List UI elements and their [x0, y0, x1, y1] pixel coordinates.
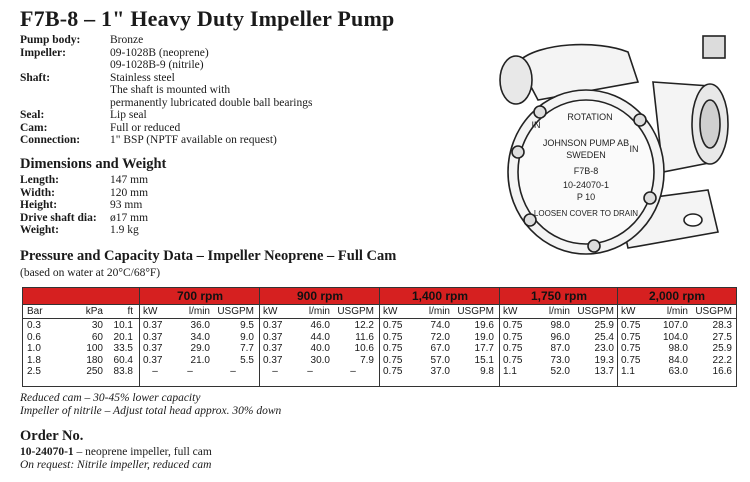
table-cell: 60	[91, 331, 103, 343]
table-cell: 21.0	[190, 354, 210, 366]
column-header: l/min	[428, 306, 450, 317]
table-cell: 83.8	[113, 366, 133, 377]
table-cell: –	[152, 366, 158, 377]
table-cell: 1.1	[503, 366, 517, 377]
table-cell: 19.6	[474, 320, 494, 331]
table-cell: 19.3	[594, 354, 614, 366]
dimension-row	[20, 187, 148, 200]
table-cell: 63.0	[668, 366, 688, 377]
table-cell: 25.9	[594, 320, 614, 331]
table-cell: 0.37	[143, 331, 163, 343]
table-cell: 19.0	[474, 331, 494, 343]
column-header: kW	[143, 306, 158, 317]
column-header: kW	[263, 306, 278, 317]
table-cell: 0.37	[143, 320, 163, 331]
column-header: USGPM	[217, 306, 254, 317]
spec-value: Lip seal	[110, 109, 147, 121]
table-cell: 2.5	[27, 366, 41, 377]
table-cell: 25.9	[712, 343, 732, 354]
plate-p-text: P 10	[576, 192, 596, 202]
table-cell: 0.6	[27, 331, 41, 343]
dimension-label: Width:	[20, 186, 55, 199]
dimension-row	[20, 199, 148, 212]
note-nitrile: Impeller of nitrile – Adjust total head approx. 30% down	[20, 405, 282, 417]
table-cell: 0.37	[143, 343, 163, 354]
column-header: USGPM	[457, 306, 494, 317]
table-cell: 33.5	[113, 343, 133, 354]
column-divider	[499, 288, 500, 386]
column-divider	[617, 288, 618, 386]
table-cell: 5.5	[240, 354, 254, 366]
dimension-row	[20, 212, 148, 225]
dimensions-list	[20, 174, 148, 237]
spec-value: 09-1028B-9 (nitrile)	[110, 59, 204, 71]
table-cell: 30	[91, 320, 103, 331]
spec-value: The shaft is mounted with	[110, 84, 231, 96]
table-cell: 0.3	[27, 320, 41, 331]
spec-label: Connection:	[20, 134, 81, 146]
table-cell: 0.75	[383, 343, 403, 354]
spec-row-shaft	[20, 72, 312, 110]
dimension-row	[20, 174, 148, 187]
dimension-value: 120 mm	[110, 186, 149, 199]
column-divider	[379, 288, 380, 386]
order-on-request: On request: Nitrile impeller, reduced cam	[20, 459, 212, 471]
capacity-table	[22, 287, 737, 387]
column-header: USGPM	[695, 306, 732, 317]
spec-row-pump-body	[20, 34, 312, 47]
spec-list	[20, 34, 312, 147]
table-cell: 10.1	[113, 320, 133, 331]
table-cell: 34.0	[190, 331, 210, 343]
table-cell: 0.75	[383, 320, 403, 331]
table-cell: 36.0	[190, 320, 210, 331]
table-cell: 40.0	[310, 343, 330, 354]
table-cell: 23.0	[594, 343, 614, 354]
table-cell: 250	[86, 366, 103, 377]
table-cell: 1.1	[621, 366, 635, 377]
table-cell: –	[272, 366, 278, 377]
plate-drain-text: LOOSEN COVER TO DRAIN	[533, 209, 639, 218]
table-cell: 180	[86, 354, 103, 366]
table-cell: 1.8	[27, 354, 41, 366]
table-cell: 96.0	[550, 331, 570, 343]
spec-value: permanently lubricated double ball bearings	[110, 96, 313, 109]
order-line	[20, 446, 212, 458]
table-cell: 0.75	[503, 354, 523, 366]
dimension-label: Height:	[20, 199, 58, 211]
table-cell: 0.37	[263, 343, 283, 354]
table-cell: 20.1	[113, 331, 133, 343]
dimension-label: Drive shaft dia:	[20, 211, 97, 224]
spec-row-connection	[20, 134, 312, 147]
dimension-value: 147 mm	[110, 174, 149, 186]
spec-label: Cam:	[20, 121, 48, 134]
plate-part-text: 10-24070-1	[562, 180, 610, 190]
table-cell: 0.75	[503, 331, 523, 343]
column-header: ft	[127, 306, 133, 317]
table-cell: 7.7	[240, 343, 254, 354]
column-header: USGPM	[577, 306, 614, 317]
table-cell: 13.7	[594, 366, 614, 377]
table-cell: 17.7	[474, 343, 494, 354]
column-header: kPa	[85, 306, 103, 317]
column-header: Bar	[27, 306, 43, 317]
table-cell: 0.75	[503, 320, 523, 331]
column-header: l/min	[666, 306, 688, 317]
table-cell: 11.6	[355, 331, 374, 343]
table-cell: 9.8	[480, 366, 494, 377]
table-cell: 28.3	[712, 320, 732, 331]
spec-row-cam	[20, 122, 312, 135]
table-cell: 98.0	[668, 343, 688, 354]
table-cell: –	[187, 366, 193, 377]
dimension-label: Length:	[20, 174, 59, 186]
rpm-header-1750: 1,750 rpm	[530, 289, 588, 303]
table-cell: 29.0	[190, 343, 210, 354]
table-cell: 0.37	[263, 320, 283, 331]
dimension-value: 93 mm	[110, 199, 143, 211]
table-cell: 12.2	[354, 320, 374, 331]
spec-label: Pump body:	[20, 34, 81, 46]
plate-in-right-text: IN	[629, 144, 639, 154]
table-cell: 98.0	[550, 320, 570, 331]
table-cell: 84.0	[668, 354, 688, 366]
table-cell: 0.37	[263, 354, 283, 366]
table-cell: –	[307, 366, 313, 377]
table-cell: 22.2	[712, 354, 732, 366]
rpm-header-2000: 2,000 rpm	[648, 289, 706, 303]
note-reduced-cam: Reduced cam – 30-45% lower capacity	[20, 392, 201, 404]
table-cell: 73.0	[550, 354, 570, 366]
table-cell: 60.4	[113, 354, 133, 366]
page-title: F7B-8 – 1" Heavy Duty Impeller Pump	[20, 6, 395, 31]
column-header: l/min	[548, 306, 570, 317]
table-cell: 0.75	[503, 343, 523, 354]
table-cell: 30.0	[310, 354, 330, 366]
spec-label: Impeller:	[20, 46, 66, 59]
table-cell: 16.6	[712, 366, 732, 377]
table-cell: –	[350, 366, 356, 377]
table-cell: 0.75	[621, 320, 641, 331]
table-cell: 0.75	[383, 331, 403, 343]
table-cell: 9.5	[240, 320, 254, 331]
table-cell: 107.0	[662, 320, 688, 331]
table-cell: 15.1	[474, 354, 494, 366]
pressure-heading: Pressure and Capacity Data – Impeller Neoprene – Full Cam	[20, 248, 397, 264]
pump-illustration	[478, 22, 740, 260]
column-header: kW	[621, 306, 636, 317]
spec-value: Bronze	[110, 34, 144, 46]
dimension-label: Weight:	[20, 224, 59, 236]
table-cell: –	[230, 366, 236, 377]
spec-value: Stainless steel	[110, 71, 175, 84]
table-cell: 37.0	[430, 366, 450, 377]
table-cell: 9.0	[240, 331, 254, 343]
table-cell: 0.75	[621, 354, 641, 366]
table-cell: 46.0	[310, 320, 330, 331]
table-cell: 52.0	[550, 366, 570, 377]
table-cell: 0.37	[143, 354, 163, 366]
table-cell: 10.6	[354, 343, 374, 354]
dimension-value: 1.9 kg	[110, 224, 139, 236]
column-divider	[259, 288, 260, 386]
rpm-header-1400: 1,400 rpm	[411, 289, 469, 303]
table-cell: 0.37	[263, 331, 283, 343]
spec-row-impeller	[20, 47, 312, 72]
spec-value: 09-1028B (neoprene)	[110, 46, 209, 59]
plate-maker-text: JOHNSON PUMP AB	[542, 138, 630, 148]
table-cell: 0.75	[621, 331, 641, 343]
table-cell: 0.75	[383, 366, 403, 377]
column-header: kW	[383, 306, 398, 317]
column-header: USGPM	[337, 306, 374, 317]
table-cell: 74.0	[430, 320, 450, 331]
table-cell: 100	[86, 343, 103, 354]
column-header: kW	[503, 306, 518, 317]
table-cell: 104.0	[662, 331, 688, 343]
dimension-row	[20, 224, 148, 237]
column-header: l/min	[188, 306, 210, 317]
table-cell: 57.0	[430, 354, 450, 366]
table-cell: 27.5	[712, 331, 732, 343]
spec-row-seal	[20, 109, 312, 122]
column-header: l/min	[308, 306, 330, 317]
spec-value: Full or reduced	[110, 121, 181, 134]
table-cell: 0.75	[383, 354, 403, 366]
order-code: 10-24070-1	[20, 446, 74, 458]
plate-rotation-text: ROTATION	[567, 112, 613, 122]
spec-label: Seal:	[20, 109, 45, 121]
spec-value: 1" BSP (NPTF available on request)	[110, 134, 277, 146]
dimension-value: ø17 mm	[110, 211, 149, 224]
table-cell: 87.0	[550, 343, 570, 354]
order-heading: Order No.	[20, 428, 84, 444]
table-cell: 1.0	[27, 343, 41, 354]
dimensions-heading: Dimensions and Weight	[20, 156, 167, 172]
spec-label: Shaft:	[20, 71, 51, 84]
plate-country-text: SWEDEN	[566, 150, 606, 160]
table-cell: 67.0	[430, 343, 450, 354]
table-cell: 0.75	[621, 343, 641, 354]
plate-model-text: F7B-8	[573, 166, 599, 176]
pressure-subheading: (based on water at 20°C/68°F)	[20, 267, 161, 279]
plate-in-left-text: IN	[531, 120, 541, 130]
table-cell: 72.0	[430, 331, 450, 343]
table-cell: 44.0	[310, 331, 330, 343]
column-divider	[139, 288, 140, 386]
rpm-header-900: 900 rpm	[296, 289, 344, 303]
table-cell: 7.9	[360, 354, 374, 366]
table-cell: 25.4	[594, 331, 614, 343]
order-code-desc: – neoprene impeller, full cam	[73, 446, 212, 458]
rpm-header-700: 700 rpm	[176, 289, 224, 303]
